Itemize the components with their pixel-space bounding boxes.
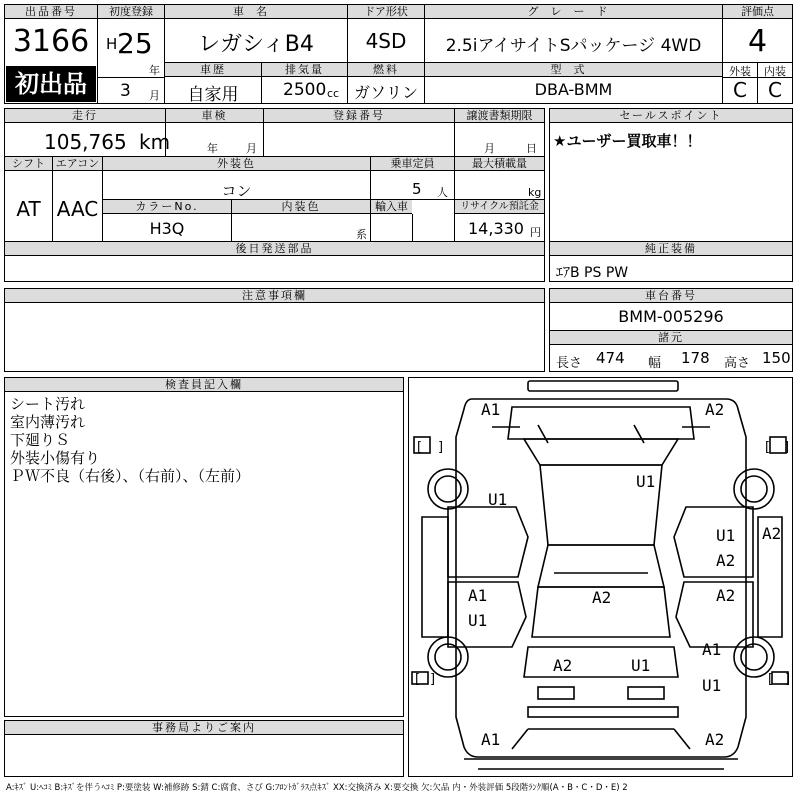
- import-header: 輸入車: [371, 200, 412, 214]
- svg-text:]: ]: [430, 672, 436, 687]
- first-reg-month-unit: 月: [149, 89, 160, 102]
- capacity-unit: 人: [437, 186, 448, 199]
- sales-point-text: ★ユーザー買取車！！: [553, 132, 702, 150]
- mark-a1-left-door: A1: [468, 586, 488, 605]
- first-reg-era: H: [106, 35, 118, 53]
- svg-text:[: [: [768, 672, 774, 687]
- mark-u1-roof: U1: [636, 472, 656, 491]
- fuel: ガソリン: [353, 83, 418, 102]
- car-name-header: 車名: [165, 5, 347, 19]
- grade: 2.5iアイサイトSパッケージ 4WD: [445, 36, 702, 56]
- recycle-header: リサイクル預託金: [455, 200, 544, 214]
- interior-color-header: 内装色: [232, 200, 370, 214]
- mark-a2-right-door: A2: [716, 551, 736, 570]
- mark-a2-front-right: A2: [705, 400, 725, 419]
- first-reg-header: 初度登録: [98, 5, 164, 19]
- car-diagram: [408, 377, 793, 777]
- inspector-line-5: ＰＷ不良（右後）、（右前）、（左前）: [10, 467, 251, 485]
- max-load-header: 最大積載量: [455, 157, 544, 171]
- exterior-score-label: 外装: [729, 65, 751, 78]
- score-header: 評価点: [723, 5, 792, 19]
- inspection-month-unit: 月: [246, 142, 257, 155]
- recycle-unit: 円: [530, 226, 541, 239]
- interior-score: C: [768, 78, 782, 102]
- displacement: 2500: [283, 80, 327, 100]
- inspector-line-3: 下廻りＳ: [10, 431, 71, 449]
- registration-header: 登録番号: [264, 109, 454, 123]
- aircon-header: エアコン: [53, 157, 102, 171]
- equipment-header: 純正装備: [550, 242, 792, 256]
- svg-text:]: ]: [438, 440, 444, 455]
- exterior-score: C: [733, 78, 747, 102]
- chassis-number: BMM-005296: [618, 307, 724, 326]
- mileage: 105,765: [44, 130, 127, 154]
- mark-a1-front-left: A1: [481, 400, 501, 419]
- inspection-header: 車検: [166, 109, 263, 123]
- first-reg-year: 25: [117, 27, 153, 60]
- capacity: 5: [412, 180, 422, 198]
- mark-u1-left-fender: U1: [488, 490, 508, 509]
- mark-a2-rear-left: A2: [553, 656, 573, 675]
- mark-u1-right-rear: U1: [702, 676, 722, 695]
- office-header: 事務局よりご案内: [5, 721, 403, 735]
- recycle-fee: 14,330: [468, 219, 524, 238]
- inspector-line-1: シート汚れ: [10, 395, 86, 413]
- inspector-header: 検査員記入欄: [5, 378, 403, 392]
- shift-header: シフト: [5, 157, 52, 171]
- svg-text:[: [: [417, 440, 423, 455]
- car-name: レガシィB4: [198, 32, 314, 57]
- fuel-header: 燃料: [348, 63, 424, 77]
- transfer-day-unit: 日: [526, 142, 537, 155]
- model: DBA-BMM: [534, 80, 613, 99]
- lot-header: 出品番号: [5, 5, 97, 19]
- mark-u1-rear-center: U1: [631, 656, 651, 675]
- transfer-month-unit: 月: [484, 142, 495, 155]
- sales-point-header: セールスポイント: [550, 109, 792, 123]
- mark-a2-bottom-right: A2: [705, 730, 725, 749]
- color-no: H3Q: [149, 219, 185, 238]
- inspector-line-2: 室内薄汚れ: [10, 413, 86, 431]
- legend-text: A:ｷｽﾞ U:ﾍｺﾐ B:ｷｽﾞを伴うﾍｺﾐ P:要塗装 W:補修跡 S:錆 C:腐食、さび G:ﾌﾛﾝﾄｶﾞﾗｽ点ｷｽﾞ XX:交換済み X:要交換 欠:欠品 内・外装評価 5段階ﾗﾝｸ順(A・B・C・D・E) 2: [6, 783, 628, 793]
- exterior-color-header: 外装色: [103, 157, 370, 171]
- first-reg-year-unit: 年: [149, 64, 160, 77]
- length: 474: [596, 349, 625, 367]
- mark-a1-right-rear: A1: [702, 640, 722, 659]
- history: 自家用: [187, 85, 239, 105]
- mark-u1-left-door: U1: [468, 611, 488, 630]
- inspection-year-unit: 年: [207, 142, 218, 155]
- capacity-header: 乗車定員: [371, 157, 454, 171]
- svg-text:[: [: [415, 672, 421, 687]
- displacement-unit: cc: [327, 87, 340, 100]
- mark-a1-bottom-left: A1: [481, 730, 501, 749]
- mark-u1-right-door: U1: [716, 526, 736, 545]
- interior-score-label: 内装: [764, 65, 786, 78]
- mileage-header: 走行: [5, 109, 165, 123]
- inspector-line-4: 外装小傷有り: [10, 449, 101, 467]
- door-header: ドア形状: [348, 5, 424, 19]
- color-no-header: カラーNo.: [103, 200, 231, 214]
- mileage-unit: km: [139, 130, 171, 154]
- chassis-header: 車台番号: [550, 289, 792, 303]
- height: 150: [762, 349, 791, 367]
- overall-score: 4: [747, 24, 768, 59]
- later-parts-header: 後日発送部品: [5, 242, 544, 256]
- mark-a2-right-rear-door: A2: [716, 586, 736, 605]
- equipment: ｴｱB PS PW: [556, 265, 629, 281]
- svg-text:]: ]: [784, 440, 790, 455]
- transfer-header: 譲渡書類期限: [455, 109, 544, 123]
- width: 178: [681, 349, 710, 367]
- width-label: 幅: [648, 356, 662, 371]
- model-header: 型式: [425, 63, 722, 77]
- first-listing-badge: 初出品: [6, 66, 96, 102]
- lot-number: 3166: [12, 24, 90, 59]
- length-label: 長さ: [556, 356, 583, 371]
- height-label: 高さ: [724, 356, 751, 371]
- interior-color-unit: 系: [356, 228, 367, 241]
- mark-a2-right-edge: A2: [762, 524, 782, 543]
- displacement-header: 排気量: [262, 63, 347, 77]
- grade-header: グレード: [425, 5, 722, 19]
- aircon: AAC: [56, 197, 99, 221]
- history-header: 車歴: [165, 63, 261, 77]
- door-type: 4SD: [365, 29, 407, 53]
- max-load-unit: kg: [528, 186, 542, 199]
- first-reg-month: 3: [120, 81, 131, 101]
- svg-text:]: ]: [785, 672, 791, 687]
- shift: AT: [16, 197, 41, 221]
- exterior-color: コン: [221, 182, 252, 200]
- specs-header: 諸元: [550, 331, 792, 345]
- mark-a2-center: A2: [592, 588, 612, 607]
- svg-text:[: [: [765, 440, 771, 455]
- notes-header: 注意事項欄: [5, 289, 544, 303]
